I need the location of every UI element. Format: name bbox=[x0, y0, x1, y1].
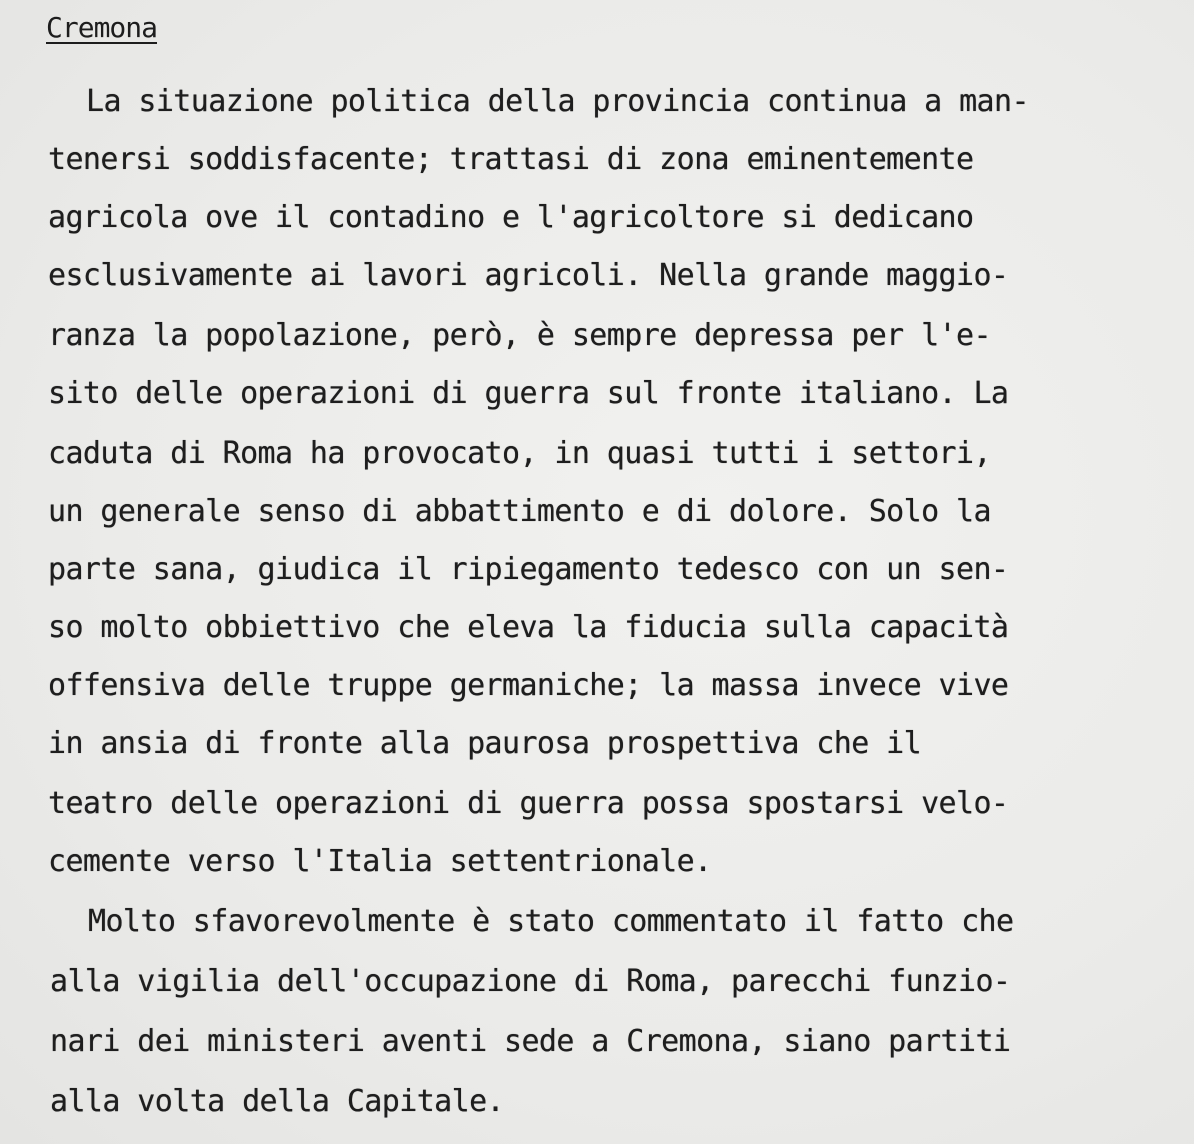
text-line: agricola ove il contadino e l'agricoltore si dedicano bbox=[48, 200, 974, 235]
text-line: alla vigilia dell'occupazione di Roma, parecchi funzio- bbox=[50, 964, 1011, 999]
text-line: teatro delle operazioni di guerra possa spostarsi velo- bbox=[48, 786, 1009, 821]
text-line: ranza la popolazione, però, è sempre depressa per l'e- bbox=[48, 318, 991, 353]
text-line: so molto obbiettivo che eleva la fiducia sulla capacità bbox=[48, 610, 1009, 645]
text-line: esclusivamente ai lavori agricoli. Nella grande maggio- bbox=[48, 258, 1009, 293]
text-line: alla volta della Capitale. bbox=[50, 1084, 504, 1119]
text-line: tenersi soddisfacente; trattasi di zona eminentemente bbox=[48, 142, 974, 177]
text-line: sito delle operazioni di guerra sul fronte italiano. La bbox=[48, 376, 1009, 411]
text-line: Molto sfavorevolmente è stato commentato il fatto che bbox=[88, 904, 1014, 939]
text-line: offensiva delle truppe germaniche; la massa invece vive bbox=[48, 668, 1009, 703]
section-heading: Cremona bbox=[46, 11, 158, 44]
text-line: cemente verso l'Italia settentrionale. bbox=[48, 844, 712, 879]
text-line: in ansia di fronte alla paurosa prospettiva che il bbox=[48, 726, 922, 761]
text-line: un generale senso di abbattimento e di dolore. Solo la bbox=[48, 494, 991, 529]
text-line: La situazione politica della provincia continua a man- bbox=[86, 84, 1029, 119]
text-line: caduta di Roma ha provocato, in quasi tutti i settori, bbox=[48, 436, 991, 471]
text-line: nari dei ministeri aventi sede a Cremona, siano partiti bbox=[50, 1024, 1011, 1059]
text-line: parte sana, giudica il ripiegamento tedesco con un sen- bbox=[48, 552, 1009, 587]
